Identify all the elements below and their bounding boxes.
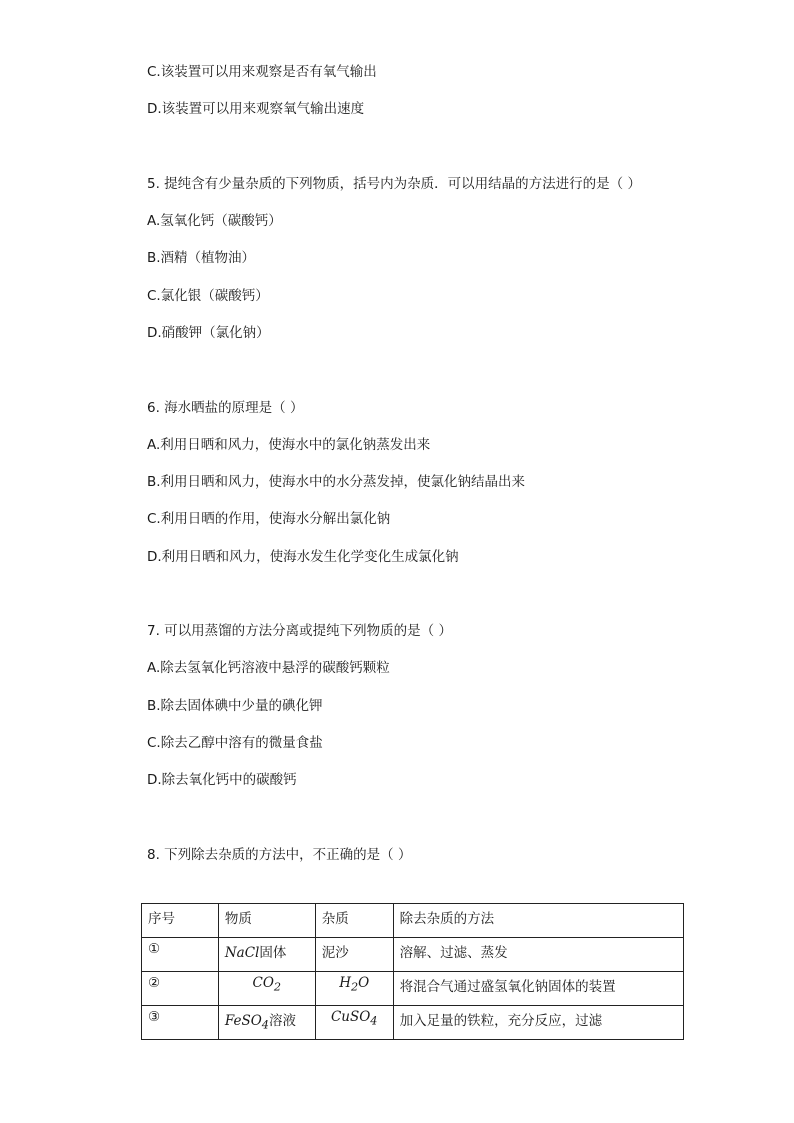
row-no: ① [142,938,219,972]
q8-question: 8. 下列除去杂质的方法中，不正确的是（ ） [147,847,412,863]
q7-option-d: D.除去氧化钙中的碳酸钙 [147,772,297,788]
q5-option-d: D.硝酸钾（氯化钠） [147,325,270,341]
substance-formula: FeSO [224,1013,262,1029]
impurity-subscript: 2 [350,980,359,994]
header-substance: 物质 [218,904,315,938]
q7-option-c: C.除去乙醇中溶有的微量食盐 [147,735,323,751]
row-method: 加入足量的铁粒，充分反应，过滤 [393,1006,683,1040]
q8-table [141,903,684,1040]
row-no: ② [142,972,219,1006]
header-impurity: 杂质 [315,904,393,938]
row-no: ③ [142,1006,219,1040]
q5-option-b: B.酒精（植物油） [147,250,256,266]
q6-option-b: B.利用日晒和风力，使海水中的水分蒸发掉，使氯化钠结晶出来 [147,474,526,490]
q6-option-d: D.利用日晒和风力，使海水发生化学变化生成氯化钠 [147,549,459,565]
q6-question: 6. 海水晒盐的原理是（ ） [147,400,304,416]
q7-question: 7. 可以用蒸馏的方法分离或提纯下列物质的是（ ） [147,623,452,639]
row-substance [218,972,315,1006]
substance-suffix: 固体 [259,945,287,961]
table-header-row [142,904,684,938]
q5-option-c: C.氯化银（碳酸钙） [147,288,269,304]
substance-formula: CO [252,975,274,991]
q4-option-c: C.该装置可以用来观察是否有氧气输出 [147,64,377,80]
row-impurity: 泥沙 [315,938,393,972]
impurity-formula: H [339,975,351,991]
table-row [142,972,684,1006]
impurity-formula: CuSO [330,1009,371,1025]
header-no: 序号 [142,904,219,938]
row-method: 溶解、过滤、蒸发 [393,938,683,972]
q5-question: 5. 提纯含有少量杂质的下列物质，括号内为杂质．可以用结晶的方法进行的是（ ） [147,176,641,192]
q7-option-b: B.除去固体碘中少量的碘化钾 [147,698,323,714]
impurity-formula-tail: O [358,975,370,991]
row-method: 将混合气通过盛氢氧化钠固体的装置 [393,972,683,1006]
impurity-subscript: 4 [370,1014,378,1028]
q4-option-d: D.该装置可以用来观察氧气输出速度 [147,101,365,117]
q6-option-c: C.利用日晒的作用，使海水分解出氯化钠 [147,511,391,527]
row-substance [218,938,315,972]
table-row [142,1006,684,1040]
table-row [142,938,684,972]
substance-subscript: 4 [261,1018,269,1032]
row-substance [218,1006,315,1040]
q7-option-a: A.除去氢氧化钙溶液中悬浮的碳酸钙颗粒 [147,660,390,676]
q6-option-a: A.利用日晒和风力，使海水中的氯化钠蒸发出来 [147,437,431,453]
row-impurity [315,1006,393,1040]
substance-subscript: 2 [273,980,282,994]
row-impurity [315,972,393,1006]
substance-suffix: 溶液 [268,1013,296,1029]
header-method: 除去杂质的方法 [393,904,683,938]
q5-option-a: A.氢氧化钙（碳酸钙） [147,213,282,229]
substance-formula: NaCl [224,945,260,961]
